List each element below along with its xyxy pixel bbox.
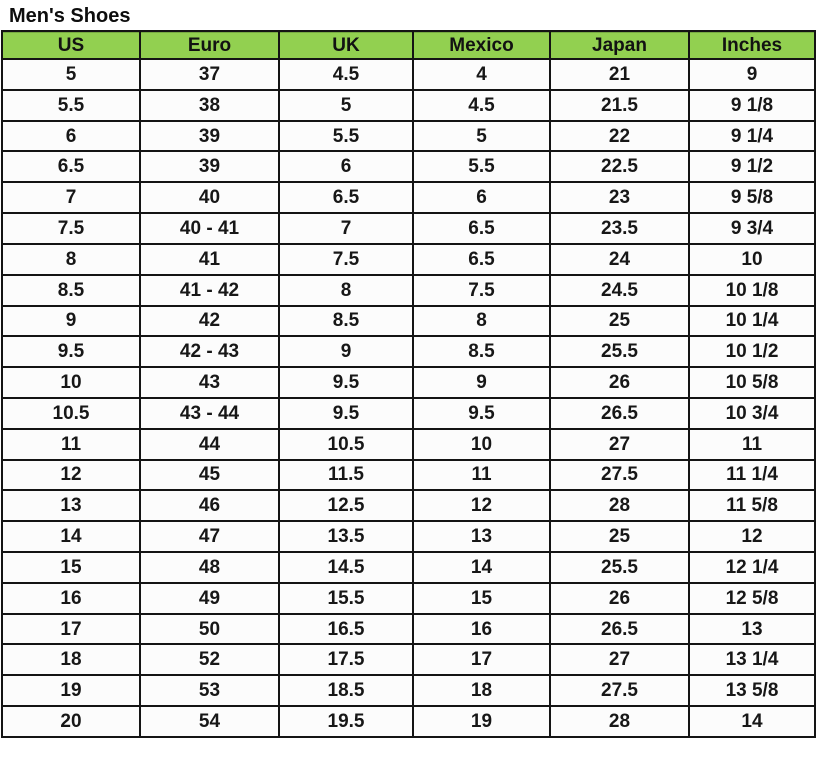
page-title: Men's Shoes [9, 5, 131, 27]
cell-euro: 43 [140, 367, 279, 398]
cell-uk: 13.5 [279, 521, 413, 552]
cell-inches: 10 3/4 [689, 398, 815, 429]
cell-euro: 39 [140, 151, 279, 182]
cell-euro: 41 [140, 244, 279, 275]
cell-inches: 13 [689, 614, 815, 645]
cell-japan: 27 [550, 644, 689, 675]
cell-mexico: 19 [413, 706, 550, 737]
cell-us: 8 [2, 244, 140, 275]
cell-us: 17 [2, 614, 140, 645]
cell-euro: 39 [140, 121, 279, 152]
cell-mexico: 4.5 [413, 90, 550, 121]
column-header-uk: UK [279, 31, 413, 59]
cell-inches: 12 [689, 521, 815, 552]
cell-euro: 41 - 42 [140, 275, 279, 306]
cell-us: 19 [2, 675, 140, 706]
cell-japan: 25 [550, 521, 689, 552]
table-row [2, 182, 815, 213]
cell-us: 6.5 [2, 151, 140, 182]
cell-japan: 25.5 [550, 336, 689, 367]
cell-euro: 48 [140, 552, 279, 583]
cell-mexico: 14 [413, 552, 550, 583]
cell-us: 9.5 [2, 336, 140, 367]
cell-japan: 23.5 [550, 213, 689, 244]
cell-inches: 9 1/4 [689, 121, 815, 152]
cell-mexico: 6.5 [413, 213, 550, 244]
table-body [2, 59, 815, 737]
cell-us: 20 [2, 706, 140, 737]
cell-mexico: 7.5 [413, 275, 550, 306]
cell-japan: 25.5 [550, 552, 689, 583]
table-header [2, 31, 815, 59]
cell-euro: 47 [140, 521, 279, 552]
column-header-us: US [2, 31, 140, 59]
cell-us: 18 [2, 644, 140, 675]
cell-uk: 14.5 [279, 552, 413, 583]
table-row [2, 429, 815, 460]
cell-japan: 27 [550, 429, 689, 460]
table-row [2, 151, 815, 182]
cell-japan: 22 [550, 121, 689, 152]
table-row [2, 367, 815, 398]
table-row [2, 460, 815, 491]
cell-japan: 27.5 [550, 460, 689, 491]
cell-inches: 10 1/8 [689, 275, 815, 306]
cell-uk: 8 [279, 275, 413, 306]
table-row [2, 552, 815, 583]
cell-euro: 52 [140, 644, 279, 675]
cell-mexico: 6.5 [413, 244, 550, 275]
cell-mexico: 9 [413, 367, 550, 398]
cell-us: 16 [2, 583, 140, 614]
cell-mexico: 16 [413, 614, 550, 645]
cell-uk: 17.5 [279, 644, 413, 675]
cell-japan: 25 [550, 306, 689, 337]
cell-japan: 26.5 [550, 398, 689, 429]
cell-japan: 26 [550, 367, 689, 398]
cell-inches: 9 5/8 [689, 182, 815, 213]
cell-inches: 9 3/4 [689, 213, 815, 244]
cell-inches: 10 [689, 244, 815, 275]
cell-uk: 7 [279, 213, 413, 244]
cell-euro: 45 [140, 460, 279, 491]
table-row [2, 275, 815, 306]
cell-inches: 13 1/4 [689, 644, 815, 675]
cell-japan: 28 [550, 706, 689, 737]
cell-inches: 9 1/8 [689, 90, 815, 121]
cell-uk: 6.5 [279, 182, 413, 213]
cell-inches: 11 5/8 [689, 490, 815, 521]
cell-japan: 22.5 [550, 151, 689, 182]
cell-inches: 11 1/4 [689, 460, 815, 491]
cell-inches: 13 5/8 [689, 675, 815, 706]
column-header-euro: Euro [140, 31, 279, 59]
cell-uk: 5 [279, 90, 413, 121]
cell-uk: 5.5 [279, 121, 413, 152]
cell-mexico: 17 [413, 644, 550, 675]
cell-uk: 10.5 [279, 429, 413, 460]
cell-us: 9 [2, 306, 140, 337]
cell-uk: 11.5 [279, 460, 413, 491]
table-row [2, 244, 815, 275]
cell-us: 15 [2, 552, 140, 583]
table-row [2, 306, 815, 337]
cell-euro: 38 [140, 90, 279, 121]
cell-mexico: 11 [413, 460, 550, 491]
cell-us: 5 [2, 59, 140, 90]
cell-us: 11 [2, 429, 140, 460]
cell-uk: 9.5 [279, 367, 413, 398]
cell-japan: 26.5 [550, 614, 689, 645]
column-header-mexico: Mexico [413, 31, 550, 59]
cell-inches: 11 [689, 429, 815, 460]
cell-uk: 6 [279, 151, 413, 182]
cell-euro: 44 [140, 429, 279, 460]
cell-euro: 40 - 41 [140, 213, 279, 244]
cell-us: 7.5 [2, 213, 140, 244]
cell-uk: 15.5 [279, 583, 413, 614]
cell-mexico: 8 [413, 306, 550, 337]
cell-us: 8.5 [2, 275, 140, 306]
cell-us: 14 [2, 521, 140, 552]
table-row [2, 675, 815, 706]
cell-uk: 12.5 [279, 490, 413, 521]
cell-us: 13 [2, 490, 140, 521]
cell-mexico: 5 [413, 121, 550, 152]
cell-mexico: 10 [413, 429, 550, 460]
table-row [2, 644, 815, 675]
cell-mexico: 5.5 [413, 151, 550, 182]
cell-euro: 40 [140, 182, 279, 213]
cell-euro: 46 [140, 490, 279, 521]
cell-mexico: 9.5 [413, 398, 550, 429]
cell-us: 10 [2, 367, 140, 398]
header-row [2, 31, 815, 59]
cell-us: 6 [2, 121, 140, 152]
cell-japan: 24.5 [550, 275, 689, 306]
cell-uk: 4.5 [279, 59, 413, 90]
table-row [2, 490, 815, 521]
table-row [2, 398, 815, 429]
cell-uk: 9.5 [279, 398, 413, 429]
cell-inches: 12 1/4 [689, 552, 815, 583]
cell-mexico: 13 [413, 521, 550, 552]
cell-us: 10.5 [2, 398, 140, 429]
cell-mexico: 18 [413, 675, 550, 706]
cell-mexico: 12 [413, 490, 550, 521]
cell-japan: 28 [550, 490, 689, 521]
table-row [2, 59, 815, 90]
cell-euro: 54 [140, 706, 279, 737]
cell-mexico: 6 [413, 182, 550, 213]
table-row [2, 121, 815, 152]
table-row [2, 213, 815, 244]
cell-uk: 7.5 [279, 244, 413, 275]
table-row [2, 336, 815, 367]
cell-inches: 10 1/2 [689, 336, 815, 367]
cell-inches: 10 1/4 [689, 306, 815, 337]
cell-euro: 42 - 43 [140, 336, 279, 367]
cell-inches: 10 5/8 [689, 367, 815, 398]
cell-mexico: 15 [413, 583, 550, 614]
cell-inches: 9 [689, 59, 815, 90]
cell-uk: 18.5 [279, 675, 413, 706]
cell-euro: 53 [140, 675, 279, 706]
cell-uk: 9 [279, 336, 413, 367]
table-row [2, 521, 815, 552]
cell-japan: 23 [550, 182, 689, 213]
cell-euro: 42 [140, 306, 279, 337]
cell-japan: 21 [550, 59, 689, 90]
cell-euro: 50 [140, 614, 279, 645]
mens-shoes-size-conversion-table [1, 30, 816, 738]
cell-uk: 16.5 [279, 614, 413, 645]
cell-euro: 37 [140, 59, 279, 90]
cell-mexico: 4 [413, 59, 550, 90]
cell-inches: 14 [689, 706, 815, 737]
cell-uk: 8.5 [279, 306, 413, 337]
cell-us: 5.5 [2, 90, 140, 121]
cell-us: 7 [2, 182, 140, 213]
column-header-japan: Japan [550, 31, 689, 59]
cell-japan: 21.5 [550, 90, 689, 121]
table-row [2, 706, 815, 737]
cell-japan: 26 [550, 583, 689, 614]
table-row [2, 583, 815, 614]
cell-japan: 27.5 [550, 675, 689, 706]
cell-mexico: 8.5 [413, 336, 550, 367]
cell-inches: 12 5/8 [689, 583, 815, 614]
cell-uk: 19.5 [279, 706, 413, 737]
cell-euro: 49 [140, 583, 279, 614]
table-row [2, 90, 815, 121]
cell-euro: 43 - 44 [140, 398, 279, 429]
cell-japan: 24 [550, 244, 689, 275]
column-header-inches: Inches [689, 31, 815, 59]
table-row [2, 614, 815, 645]
cell-inches: 9 1/2 [689, 151, 815, 182]
cell-us: 12 [2, 460, 140, 491]
